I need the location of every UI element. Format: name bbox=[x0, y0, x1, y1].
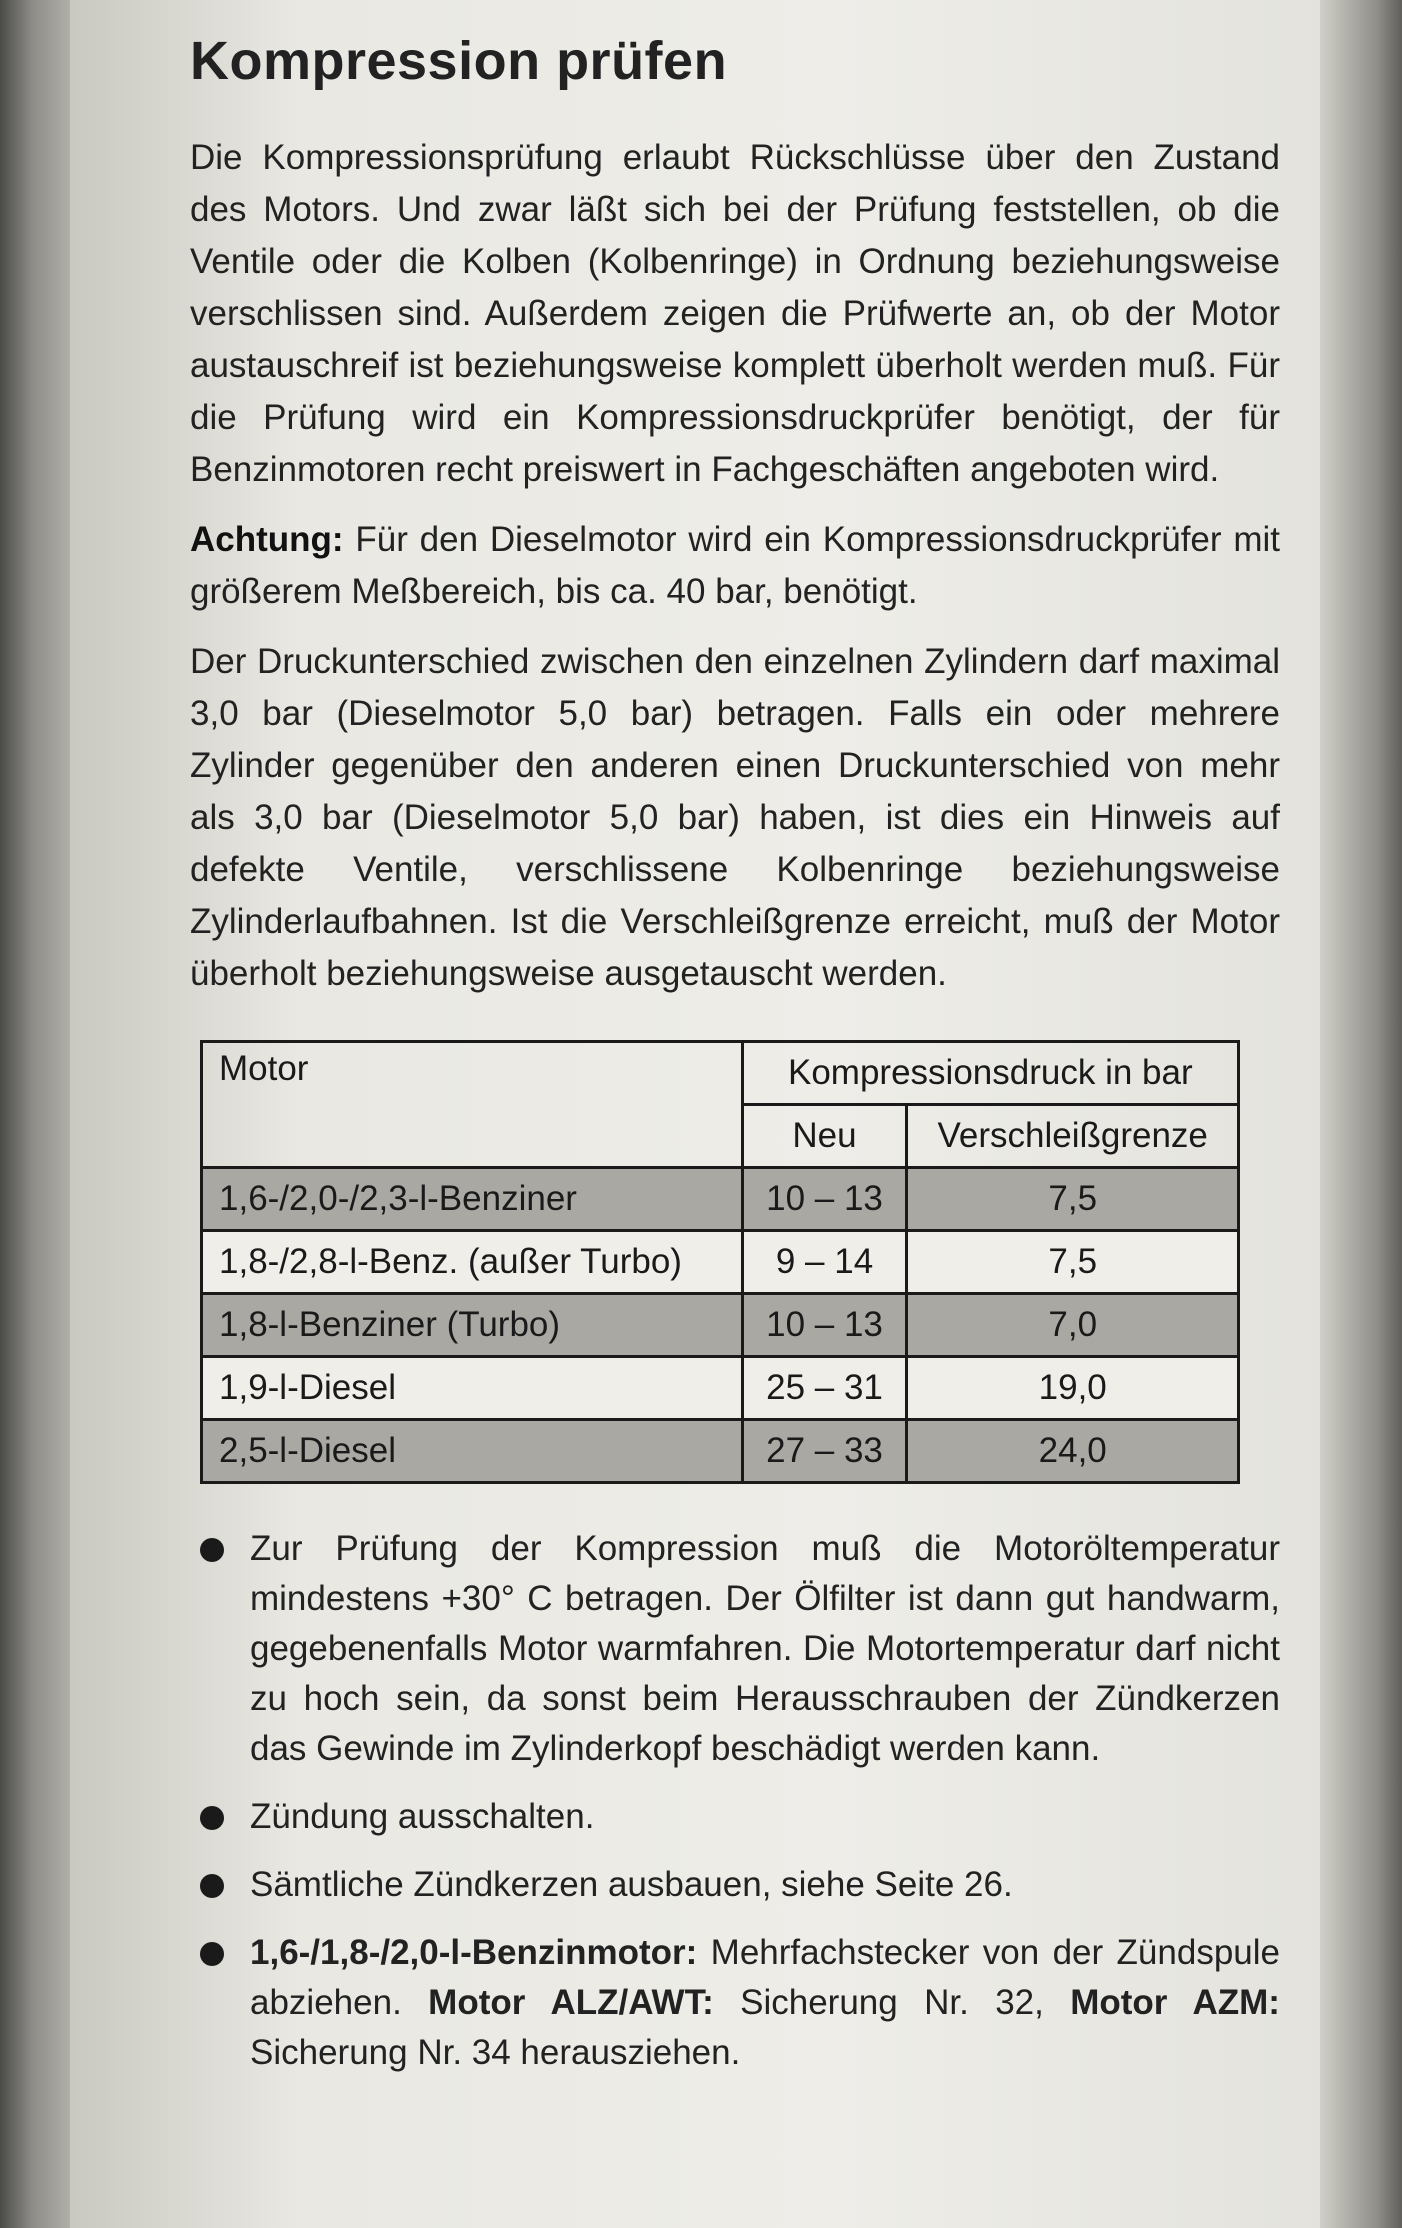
step-text: Sicherung Nr. 34 herausziehen. bbox=[250, 2033, 741, 2072]
cell-new: 25 – 31 bbox=[742, 1357, 907, 1420]
table-row bbox=[202, 1357, 1239, 1420]
instruction-list bbox=[190, 1524, 1280, 2078]
bullet-icon bbox=[200, 1942, 224, 1966]
cell-new: 27 – 33 bbox=[742, 1420, 907, 1483]
step-text: Sämtliche Zündkerzen ausbauen, siehe Seite 26. bbox=[250, 1865, 1013, 1904]
list-item bbox=[190, 1860, 1280, 1910]
step-text: Mehrfachstecker von der Zündspule abziehen. bbox=[250, 1933, 1280, 2022]
step-bold-engine-code: Motor AZM: bbox=[1070, 1983, 1280, 2022]
cell-motor: 1,8-l-Benziner (Turbo) bbox=[202, 1294, 743, 1357]
page-shadow bbox=[1320, 0, 1402, 2228]
book-page bbox=[70, 0, 1340, 2228]
cell-limit: 19,0 bbox=[907, 1357, 1239, 1420]
list-item bbox=[190, 1792, 1280, 1842]
list-item bbox=[190, 1524, 1280, 1774]
cell-limit: 7,5 bbox=[907, 1168, 1239, 1231]
cell-limit: 7,0 bbox=[907, 1294, 1239, 1357]
table-row bbox=[202, 1231, 1239, 1294]
table-row bbox=[202, 1294, 1239, 1357]
pressure-paragraph: Der Druckunterschied zwischen den einzelnen Zylindern darf maximal 3,0 bar (Dieselmotor 5,0 bar) betragen. Falls ein oder mehrere Zylinder gegenüber den anderen einen Druckunterschied von mehr als 3,0 bar (Dieselmotor 5,0 bar) haben, ist dies ein Hinweis auf defekte Ventile, verschlissene Kolbenringe beziehungsweise Zylinderlaufbahnen. Ist die Verschleißgrenze erreicht, muß der Motor überholt beziehungsweise ausgetauscht werden. bbox=[190, 642, 1280, 993]
step-bold-engine-code: Motor ALZ/AWT: bbox=[428, 1983, 714, 2022]
cell-new: 10 – 13 bbox=[742, 1294, 907, 1357]
warning-label: Achtung: bbox=[190, 520, 344, 559]
cell-new: 10 – 13 bbox=[742, 1168, 907, 1231]
compression-table bbox=[200, 1040, 1240, 1484]
page-content bbox=[190, 30, 1280, 2096]
list-item bbox=[190, 1928, 1280, 2078]
cell-new: 9 – 14 bbox=[742, 1231, 907, 1294]
cell-motor: 1,9-l-Diesel bbox=[202, 1357, 743, 1420]
table-row bbox=[202, 1168, 1239, 1231]
cell-motor: 1,8-/2,8-l-Benz. (außer Turbo) bbox=[202, 1231, 743, 1294]
col-new-header: Neu bbox=[742, 1105, 907, 1168]
col-limit-header: Verschleißgrenze bbox=[907, 1105, 1239, 1168]
bullet-icon bbox=[200, 1874, 224, 1898]
col-pressure-header: Kompressionsdruck in bar bbox=[742, 1042, 1238, 1105]
warning-paragraph bbox=[190, 514, 1280, 618]
bullet-icon bbox=[200, 1806, 224, 1830]
step-text: Zur Prüfung der Kompression muß die Motoröltemperatur mindestens +30° C betragen. Der Ölfilter ist dann gut handwarm, gegebenenfalls Motor warmfahren. Die Motortemperatur darf nicht zu hoch sein, da sonst beim Herausschrauben der Zündkerzen das Gewinde im Zylinderkopf beschädigt werden kann. bbox=[250, 1529, 1280, 1768]
bullet-icon bbox=[200, 1538, 224, 1562]
cell-limit: 7,5 bbox=[907, 1231, 1239, 1294]
table-row bbox=[202, 1420, 1239, 1483]
cell-motor: 2,5-l-Diesel bbox=[202, 1420, 743, 1483]
col-motor-header: Motor bbox=[202, 1042, 743, 1168]
intro-paragraph: Die Kompressionsprüfung erlaubt Rückschlüsse über den Zustand des Motors. Und zwar läßt sich bei der Prüfung feststellen, ob die Ventile oder die Kolben (Kolbenringe) in Ordnung beziehungsweise verschlissen sind. Außerdem zeigen die Prüfwerte an, ob der Motor austauschreif ist beziehungsweise komplett überholt werden muß. Für die Prüfung wird ein Kompressionsdruckprüfer benötigt, der für Benzinmotoren recht preiswert in Fachgeschäften angeboten wird. bbox=[190, 138, 1280, 489]
page-gutter bbox=[0, 0, 80, 2228]
step-text: Zündung ausschalten. bbox=[250, 1797, 595, 1836]
cell-motor: 1,6-/2,0-/2,3-l-Benziner bbox=[202, 1168, 743, 1231]
cell-limit: 24,0 bbox=[907, 1420, 1239, 1483]
step-bold-engine: 1,6-/1,8-/2,0-l-Benzinmotor: bbox=[250, 1933, 698, 1972]
page-title: Kompression prüfen bbox=[190, 31, 728, 91]
step-text: Sicherung Nr. 32, bbox=[713, 1983, 1071, 2022]
warning-text: Für den Dieselmotor wird ein Kompressionsdruckprüfer mit größerem Meßbereich, bis ca. 40 bar, benötigt. bbox=[190, 520, 1280, 611]
